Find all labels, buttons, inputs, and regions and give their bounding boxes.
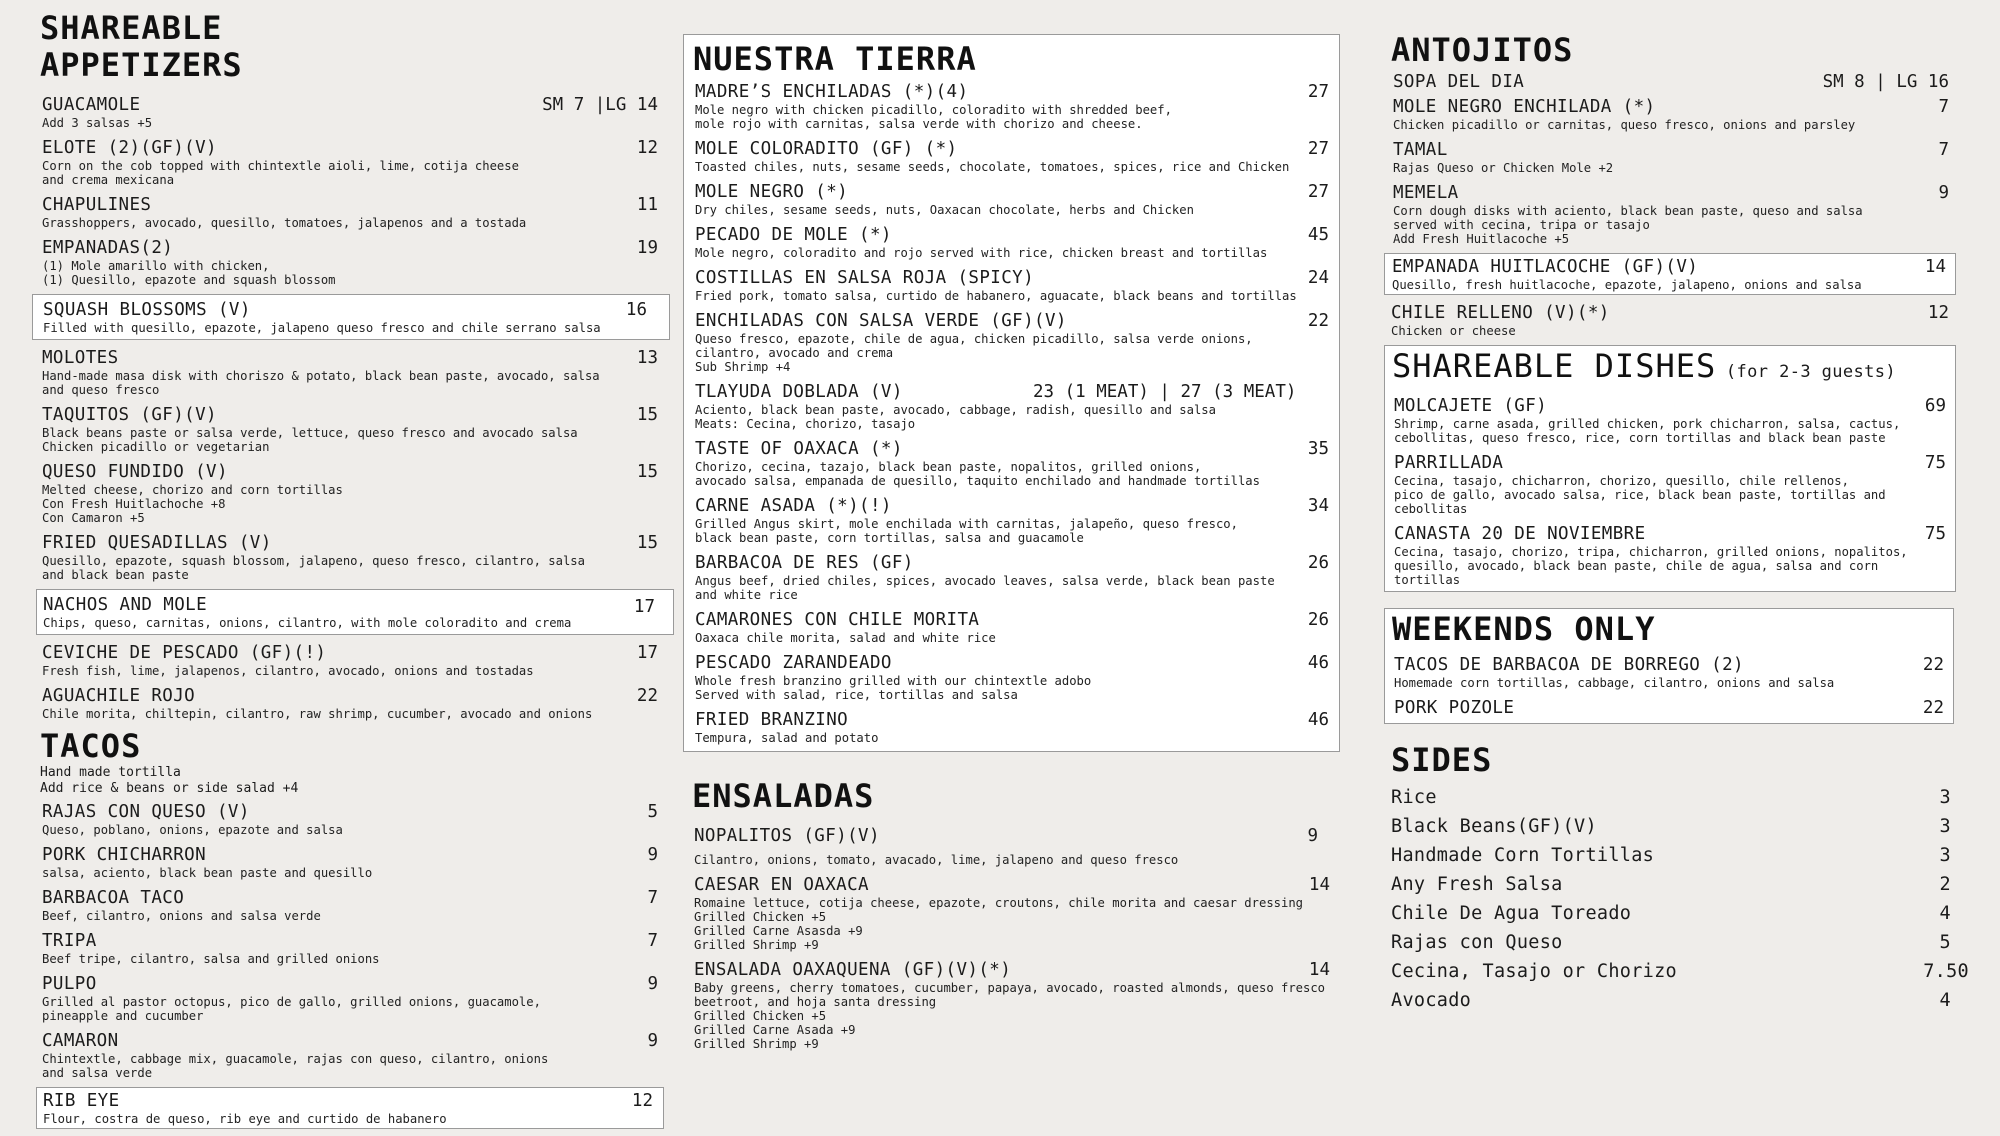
- item-description: Hand-made masa disk with choriszo & potato, black bean paste, avocado, salsa and queso fresco: [42, 369, 600, 397]
- item-name: NACHOS AND MOLE: [43, 595, 208, 615]
- sides-section: [1384, 742, 1969, 1019]
- side-name: Rice: [1391, 787, 1437, 808]
- item-description: Chicken or cheese: [1391, 324, 1516, 338]
- item-description: Tempura, salad and potato: [695, 731, 879, 745]
- item-price: SM 8 | LG 16: [1822, 72, 1949, 92]
- item-price: 12: [636, 138, 658, 158]
- item-price: 22: [1922, 698, 1944, 718]
- item-name: TACOS DE BARBACOA DE BORREGO (2): [1394, 655, 1744, 675]
- item-price: 14: [1924, 257, 1946, 277]
- side-item: [1391, 874, 1969, 903]
- item-price: 15: [636, 405, 658, 425]
- item-name: ELOTE (2)(GF)(V): [42, 138, 217, 158]
- weekends-only-box: [1384, 608, 1954, 724]
- item-name: CAMARON: [42, 1031, 119, 1051]
- menu-item: [693, 381, 1331, 431]
- item-price: 15: [636, 533, 658, 553]
- menu-item: [1392, 697, 1946, 719]
- item-description: Angus beef, dried chiles, spices, avocado leaves, salsa verde, black bean paste and white rice: [695, 574, 1275, 602]
- item-name: CARNE ASADA (*)(!): [695, 496, 892, 516]
- menu-item: [1391, 139, 1951, 175]
- item-description: Queso, poblano, onions, epazote and salsa: [42, 823, 343, 837]
- menu-item: [40, 973, 660, 1023]
- item-description: Rajas Queso or Chicken Mole +2: [1393, 161, 1614, 175]
- item-description: Aciento, black bean paste, avocado, cabbage, radish, quesillo and salsa Meats: Cecina, chorizo, tasajo: [695, 403, 1216, 431]
- menu-item: [1392, 654, 1946, 690]
- side-item: [1391, 961, 1969, 990]
- appetizers-title: SHAREABLE APPETIZERS: [40, 9, 243, 84]
- item-price: 19: [636, 238, 658, 258]
- menu-item: [693, 224, 1331, 260]
- item-description: Homemade corn tortillas, cabbage, cilantro, onions and salsa: [1394, 676, 1835, 690]
- menu-item: [40, 801, 660, 837]
- item-price: 11: [636, 195, 658, 215]
- menu-item: [40, 887, 660, 923]
- item-price: 27: [1307, 182, 1329, 202]
- item-name: TAMAL: [1393, 140, 1448, 160]
- item-price: 4: [1939, 903, 1951, 924]
- item-description: Chips, queso, carnitas, onions, cilantro, with mole coloradito and crema: [43, 616, 572, 630]
- menu-item-featured: [36, 589, 674, 635]
- side-item: [1391, 845, 1969, 874]
- item-name: MADRE’S ENCHILADAS (*)(4): [695, 82, 969, 102]
- side-item: [1391, 932, 1969, 961]
- item-name: TASTE OF OAXACA (*): [695, 439, 903, 459]
- side-name: Handmade Corn Tortillas: [1391, 845, 1655, 866]
- item-price: 7: [1938, 97, 1949, 117]
- side-item: [1391, 787, 1969, 816]
- menu-item: [40, 642, 660, 678]
- sides-title: SIDES: [1391, 741, 1493, 779]
- menu-item: [40, 930, 660, 966]
- shareable-title: SHAREABLE DISHES: [1392, 347, 1717, 385]
- item-price: 75: [1924, 453, 1946, 473]
- item-description: Beef tripe, cilantro, salsa and grilled onions: [42, 952, 380, 966]
- item-name: MOLE COLORADITO (GF) (*): [695, 139, 958, 159]
- nuestra-tierra-title: NUESTRA TIERRA: [693, 40, 977, 78]
- item-name: RAJAS CON QUESO (V): [42, 802, 250, 822]
- menu-item-featured: [36, 1087, 664, 1129]
- shareable-dishes-box: [1384, 345, 1956, 592]
- item-description: Oaxaca chile morita, salad and white rice: [695, 631, 996, 645]
- item-price: 2: [1939, 874, 1951, 895]
- item-name: BARBACOA DE RES (GF): [695, 553, 914, 573]
- menu-item: [1392, 452, 1948, 516]
- item-name: COSTILLAS EN SALSA ROJA (SPICY): [695, 268, 1035, 288]
- item-description: Grilled Angus skirt, mole enchilada with carnitas, jalapeño, queso fresco, black bean paste, corn tortillas, salsa and guacamole: [695, 517, 1238, 545]
- item-description: Queso fresco, epazote, chile de agua, chicken picadillo, salsa verde onions, cilantro, avocado and crema Sub Shrimp +4: [695, 332, 1253, 374]
- menu-item: [692, 874, 1332, 952]
- item-price: 69: [1924, 396, 1946, 416]
- menu-item: [693, 81, 1331, 131]
- item-price: 5: [1939, 932, 1951, 953]
- menu-item: [693, 652, 1331, 702]
- item-description: Chicken picadillo or carnitas, queso fresco, onions and parsley: [1393, 118, 1856, 132]
- nuestra-tierra-box: [683, 34, 1340, 752]
- side-name: Black Beans(GF)(V): [1391, 816, 1597, 837]
- item-name: CAMARONES CON CHILE MORITA: [695, 610, 980, 630]
- item-price: 46: [1307, 653, 1329, 673]
- menu-item: [693, 138, 1331, 174]
- ensaladas-section: [683, 778, 1332, 1051]
- item-price: 27: [1307, 82, 1329, 102]
- item-price: 9: [647, 974, 658, 994]
- item-price: 22: [1307, 311, 1329, 331]
- menu-item: [693, 552, 1331, 602]
- item-price: 3: [1939, 787, 1951, 808]
- menu-item: [693, 709, 1331, 745]
- item-description: Corn dough disks with aciento, black bean paste, queso and salsa served with cecina, tripa or tasajo Add Fresh Huitlacoche +5: [1393, 204, 1863, 246]
- menu-item: [693, 495, 1331, 545]
- item-price: 14: [1308, 960, 1330, 980]
- item-name: PARRILLADA: [1394, 453, 1504, 473]
- menu-item-featured: [1384, 253, 1956, 295]
- item-price: 9: [1307, 826, 1318, 846]
- item-name: NOPALITOS (GF)(V): [694, 826, 880, 846]
- item-price: 22: [636, 686, 658, 706]
- item-price: 7: [1938, 140, 1949, 160]
- item-name: CEVICHE DE PESCADO (GF)(!): [42, 643, 327, 663]
- menu-item: [1391, 71, 1951, 93]
- item-description: Flour, costra de queso, rib eye and curtido de habanero: [43, 1112, 447, 1126]
- column-middle: [683, 0, 1340, 1058]
- item-price: 75: [1924, 524, 1946, 544]
- side-name: Any Fresh Salsa: [1391, 874, 1563, 895]
- item-price: 13: [636, 348, 658, 368]
- side-name: Rajas con Queso: [1391, 932, 1563, 953]
- antojitos-section: [1384, 32, 1951, 246]
- column-left: [40, 0, 660, 1136]
- item-description: Cecina, tasajo, chorizo, tripa, chicharron, grilled onions, nopalitos, quesillo, avocado, black bean paste, chile de agua, salsa and corn tortillas: [1394, 545, 1908, 587]
- item-price: 12: [631, 1091, 653, 1111]
- menu-item: [692, 959, 1332, 1051]
- item-price: 45: [1307, 225, 1329, 245]
- side-name: Avocado: [1391, 990, 1472, 1011]
- item-name: FRIED QUESADILLAS (V): [42, 533, 272, 553]
- menu-item: [40, 1030, 660, 1080]
- side-name: Chile De Agua Toreado: [1391, 903, 1632, 924]
- shareable-header: [1392, 348, 1948, 385]
- item-price: 7.50: [1923, 961, 1969, 982]
- item-price: 34: [1307, 496, 1329, 516]
- tacos-title: TACOS: [40, 727, 142, 765]
- item-name: MOLOTES: [42, 348, 119, 368]
- item-name: ENSALADA OAXAQUENA (GF)(V)(*): [694, 960, 1012, 980]
- item-price: 3: [1939, 816, 1951, 837]
- item-name: SQUASH BLOSSOMS (V): [43, 300, 251, 320]
- item-price: 3: [1939, 845, 1951, 866]
- item-name: ENCHILADAS CON SALSA VERDE (GF)(V): [695, 311, 1067, 331]
- item-description: Chorizo, cecina, tazajo, black bean paste, nopalitos, grilled onions, avocado salsa, empanada de quesillo, taquito enchilado and handmade tortillas: [695, 460, 1260, 488]
- item-description: Toasted chiles, nuts, sesame seeds, chocolate, tomatoes, spices, rice and Chicken: [695, 160, 1290, 174]
- item-name: SOPA DEL DIA: [1393, 72, 1525, 92]
- item-description: Black beans paste or salsa verde, lettuce, queso fresco and avocado salsa Chicken picadillo or vegetarian: [42, 426, 578, 454]
- item-price: 5: [647, 802, 658, 822]
- item-price: 22: [1922, 655, 1944, 675]
- item-name: TLAYUDA DOBLADA (V): [695, 382, 903, 402]
- item-price: 7: [647, 888, 658, 908]
- item-description: Dry chiles, sesame seeds, nuts, Oaxacan chocolate, herbs and Chicken: [695, 203, 1194, 217]
- menu-item: [40, 404, 660, 454]
- item-description: Quesillo, fresh huitlacoche, epazote, jalapeno, onions and salsa: [1392, 278, 1862, 292]
- side-item: [1391, 903, 1969, 932]
- item-price: 27: [1307, 139, 1329, 159]
- item-description: Add 3 salsas +5: [42, 116, 153, 130]
- item-price: 17: [633, 597, 655, 617]
- menu-item: [40, 237, 660, 287]
- item-name: TRIPA: [42, 931, 97, 951]
- menu-item: [693, 181, 1331, 217]
- menu-item: [693, 438, 1331, 488]
- item-price: 7: [647, 931, 658, 951]
- item-price: 46: [1307, 710, 1329, 730]
- item-price: 12: [1927, 303, 1949, 323]
- antojitos-title: ANTOJITOS: [1391, 31, 1574, 69]
- shareable-subtitle: (for 2-3 guests): [1725, 362, 1897, 382]
- weekends-title: WEEKENDS ONLY: [1392, 610, 1656, 648]
- item-name: TAQUITOS (GF)(V): [42, 405, 217, 425]
- menu-item: [40, 137, 660, 187]
- menu-item: [693, 310, 1331, 374]
- menu-item: [1391, 96, 1951, 132]
- item-price: 9: [647, 845, 658, 865]
- item-price: 9: [647, 1031, 658, 1051]
- item-price: 15: [636, 462, 658, 482]
- menu-item: [40, 532, 660, 582]
- item-description: Cilantro, onions, tomato, avacado, lime, jalapeno and queso fresco: [694, 853, 1179, 867]
- menu-item: [40, 685, 660, 721]
- item-description: Mole negro with chicken picadillo, coloradito with shredded beef, mole rojo with carnitas, salsa verde with chorizo and cheese.: [695, 103, 1172, 131]
- item-name: PECADO DE MOLE (*): [695, 225, 892, 245]
- item-name: MOLE NEGRO ENCHILADA (*): [1393, 97, 1656, 117]
- item-description: (1) Mole amarillo with chicken, (1) Quesillo, epazote and squash blossom: [42, 259, 336, 287]
- item-name: QUESO FUNDIDO (V): [42, 462, 228, 482]
- item-name: BARBACOA TACO: [42, 888, 185, 908]
- item-description: Cecina, tasajo, chicharron, chorizo, quesillo, chile rellenos, pico de gallo, avocado salsa, rice, black bean paste, tortillas and cebollitas: [1394, 474, 1886, 516]
- item-name: EMPANADA HUITLACOCHE (GF)(V): [1392, 257, 1699, 277]
- menu-item: [40, 347, 660, 397]
- menu-item: [1391, 182, 1951, 246]
- item-name: GUACAMOLE: [42, 95, 141, 115]
- column-right: [1384, 0, 1969, 1019]
- item-name: PORK POZOLE: [1394, 698, 1515, 718]
- item-name: CANASTA 20 DE NOVIEMBRE: [1394, 524, 1646, 544]
- menu-item: [40, 94, 660, 130]
- item-price: 4: [1939, 990, 1951, 1011]
- item-price: 9: [1938, 183, 1949, 203]
- menu-item: [1384, 302, 1949, 338]
- item-name: MOLCAJETE (GF): [1394, 396, 1548, 416]
- menu-item: [40, 194, 660, 230]
- side-name: Cecina, Tasajo or Chorizo: [1391, 961, 1677, 982]
- ensaladas-title: ENSALADAS: [692, 777, 875, 815]
- item-description: Fresh fish, lime, jalapenos, cilantro, avocado, onions and tostadas: [42, 664, 534, 678]
- item-price: 17: [636, 643, 658, 663]
- item-description: Grilled al pastor octopus, pico de gallo, grilled onions, guacamole, pineapple and cucumber: [42, 995, 541, 1023]
- item-name: PESCADO ZARANDEADO: [695, 653, 892, 673]
- menu-item: [40, 844, 660, 880]
- menu-item: [692, 825, 1332, 867]
- item-name: AGUACHILE ROJO: [42, 686, 196, 706]
- item-name: CHAPULINES: [42, 195, 152, 215]
- item-description: Romaine lettuce, cotija cheese, epazote, croutons, chile morita and caesar dressing Grilled Chicken +5 Grilled Carne Asasda +9 Grilled Shrimp +9: [694, 896, 1304, 952]
- item-name: MOLE NEGRO (*): [695, 182, 849, 202]
- item-name: FRIED BRANZINO: [695, 710, 849, 730]
- item-description: Shrimp, carne asada, grilled chicken, pork chicharron, salsa, cactus, cebollitas, queso fresco, rice, corn tortillas and black bean paste: [1394, 417, 1901, 445]
- item-description: Beef, cilantro, onions and salsa verde: [42, 909, 321, 923]
- item-description: Quesillo, epazote, squash blossom, jalapeno, queso fresco, cilantro, salsa and black bean paste: [42, 554, 585, 582]
- item-description: salsa, aciento, black bean paste and quesillo: [42, 866, 373, 880]
- item-description: Chile morita, chiltepin, cilantro, raw shrimp, cucumber, avocado and onions: [42, 707, 593, 721]
- menu-item: [1392, 523, 1948, 587]
- item-price: 26: [1307, 610, 1329, 630]
- item-description: Chintextle, cabbage mix, guacamole, rajas con queso, cilantro, onions and salsa verde: [42, 1052, 549, 1080]
- item-description: Fried pork, tomato salsa, curtido de habanero, aguacate, black beans and tortillas: [695, 289, 1297, 303]
- item-description: Corn on the cob topped with chintextle aioli, lime, cotija cheese and crema mexicana: [42, 159, 519, 187]
- item-price: 24: [1307, 268, 1329, 288]
- item-description: Melted cheese, chorizo and corn tortillas Con Fresh Huitlachoche +8 Con Camaron +5: [42, 483, 343, 525]
- item-name: PULPO: [42, 974, 97, 994]
- item-price: 26: [1307, 553, 1329, 573]
- tacos-note: Hand made tortilla Add rice & beans or side salad +4: [40, 765, 299, 796]
- item-price-options: 23 (1 MEAT) | 27 (3 MEAT): [1033, 382, 1297, 402]
- item-name: CHILE RELLENO (V)(*): [1391, 303, 1610, 323]
- side-item: [1391, 990, 1969, 1019]
- item-name: EMPANADAS(2): [42, 238, 174, 258]
- item-name: MEMELA: [1393, 183, 1459, 203]
- item-description: Grasshoppers, avocado, quesillo, tomatoes, jalapenos and a tostada: [42, 216, 527, 230]
- item-name: RIB EYE: [43, 1091, 120, 1111]
- menu-item: [693, 609, 1331, 645]
- item-price: 35: [1307, 439, 1329, 459]
- item-description: Whole fresh branzino grilled with our chintextle adobo Served with salad, rice, tortillas and salsa: [695, 674, 1092, 702]
- item-description: Filled with quesillo, epazote, jalapeno queso fresco and chile serrano salsa: [43, 321, 601, 335]
- menu-item-featured: [32, 294, 670, 340]
- menu-item: [693, 267, 1331, 303]
- item-price: SM 7 |LG 14: [542, 95, 658, 115]
- item-price: 14: [1308, 875, 1330, 895]
- side-item: [1391, 816, 1969, 845]
- item-price: 16: [625, 300, 647, 320]
- item-name: CAESAR EN OAXACA: [694, 875, 869, 895]
- item-description: Baby greens, cherry tomatoes, cucumber, papaya, avocado, roasted almonds, queso fresco beetroot, and hoja santa dressing Grilled Chicken +5 Grilled Carne Asada +9 Grilled Shrimp +9: [694, 981, 1326, 1051]
- menu-item: [40, 461, 660, 525]
- item-description: Mole negro, coloradito and rojo served with rice, chicken breast and tortillas: [695, 246, 1268, 260]
- item-name: PORK CHICHARRON: [42, 845, 207, 865]
- menu-item: [1392, 395, 1948, 445]
